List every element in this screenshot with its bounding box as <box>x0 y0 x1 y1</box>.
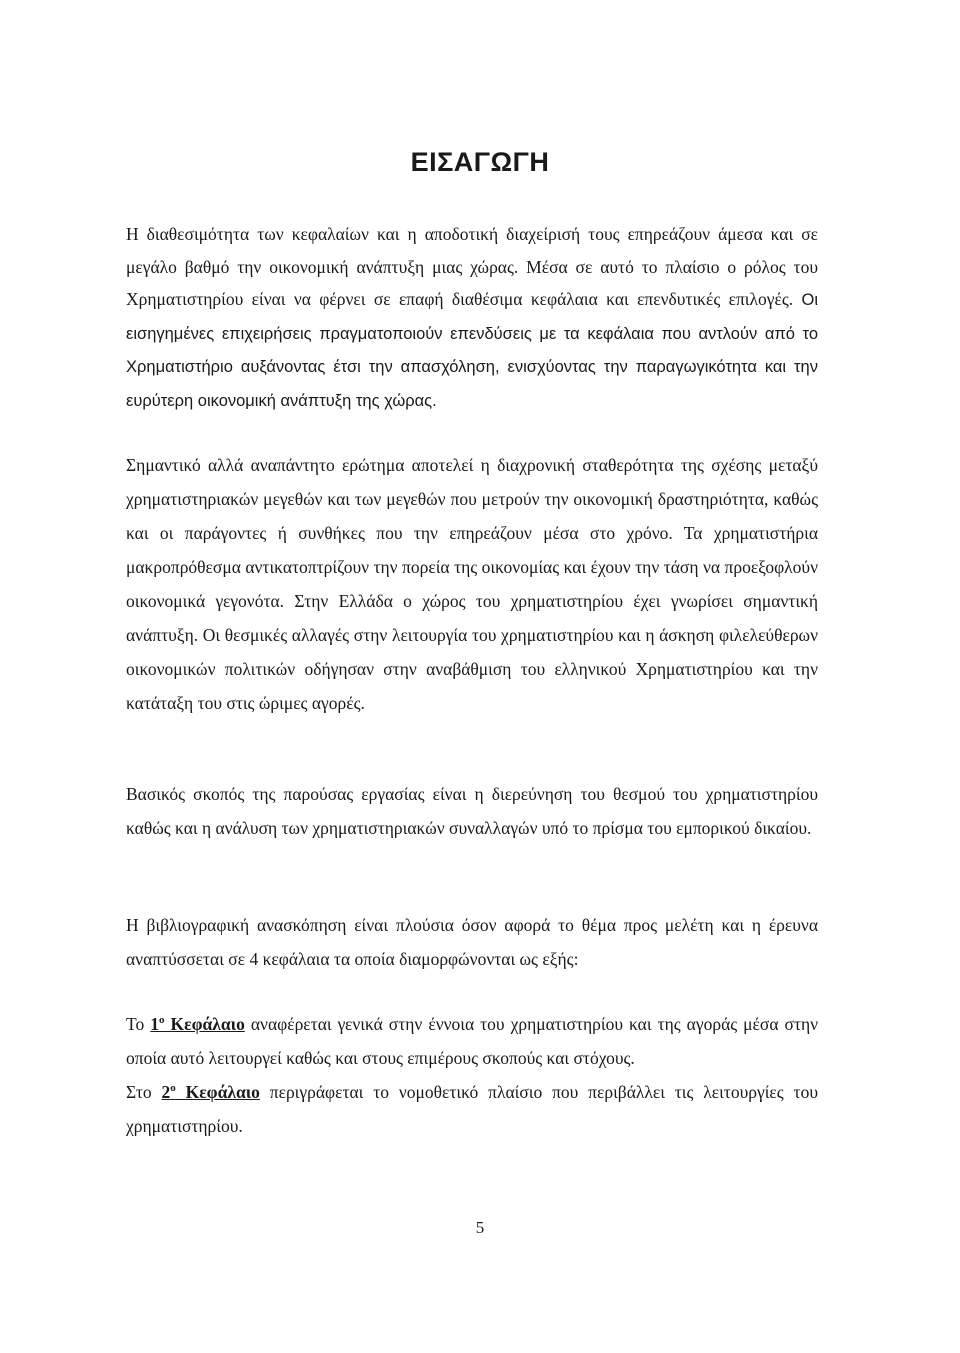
chapter-2-description <box>126 1075 818 1143</box>
intro-paragraph-2: Σημαντικό αλλά αναπάντητο ερώτημα αποτελεί η διαχρονική σταθερότητα της σχέσης μεταξύ χρηματιστηριακών μεγεθών και των μεγεθών που μετρούν την οικονομική δραστηριότητα, καθώς και οι παράγοντες ή συνθήκες που την επηρεάζουν μέσα στο χρόνο. Τα χρηματιστήρια μακροπρόθεσμα αντικατοπτρίζουν την πορεία της οικονομίας και έχουν την τάση να προεξοφλούν οικονομικά γεγονότα. Στην Ελλάδα ο χώρος του χρηματιστηρίου έχει γνωρίσει σημαντική ανάπτυξη. Οι θεσμικές αλλαγές στην λειτουργία του χρηματιστηρίου και η άσκηση φιλελεύθερων οικονομικών πολιτικών οδήγησαν στην αναβάθμιση του ελληνικού Χρηματιστηρίου και την κατάταξη του στις ώριμες αγορές. <box>126 455 818 713</box>
chapter-2-prefix: Στο <box>126 1082 152 1102</box>
chapter-1-prefix: Το <box>126 1014 145 1034</box>
page-title: ΕΙΣΑΓΩΓΗ <box>410 147 550 177</box>
chapter-1-ordinal: ο <box>159 1014 165 1027</box>
chapter-list <box>126 1007 818 1143</box>
purpose-paragraph: Βασικός σκοπός της παρούσας εργασίας είναι η διερεύνηση του θεσμού του χρηματιστηρίου καθώς και η ανάλυση των χρηματιστηριακών συναλλαγών υπό το πρίσμα του εμπορικού δικαίου. <box>126 784 818 838</box>
structure-paragraph: Η βιβλιογραφική ανασκόπηση είναι πλούσια όσον αφορά το θέμα προς μελέτη και η έρευνα αναπτύσσεται σε 4 κεφάλαια τα οποία διαμορφώνονται ως εξής: <box>126 915 818 969</box>
chapter-2-word: Κεφάλαιο <box>185 1082 260 1102</box>
chapter-1-description <box>126 1007 818 1075</box>
chapter-1-text: αναφέρεται γενικά στην έννοια του χρηματιστηρίου και της αγοράς μέσα στην οποία αυτό λειτουργεί καθώς και στους επιμέρους σκοπούς και στόχους. <box>126 1014 819 1068</box>
chapter-2-ordinal: ο <box>170 1082 176 1095</box>
chapter-1-reference <box>150 1014 245 1034</box>
chapter-1-number: 1 <box>150 1014 160 1034</box>
chapter-2-reference <box>162 1082 260 1102</box>
chapter-2-text: περιγράφεται το νομοθετικό πλαίσιο που περιβάλλει τις λειτουργίες του χρηματιστηρίου. <box>126 1082 818 1136</box>
intro-paragraph-1 <box>126 218 818 417</box>
chapter-2-number: 2 <box>161 1082 171 1102</box>
page-number: 5 <box>475 1218 485 1237</box>
intro-paragraph-1-part-a: Η διαθεσιμότητα των κεφαλαίων και η αποδοτική διαχείρισή τους επηρεάζουν άμεσα και σε μεγάλο βαθμό την οικονομική ανάπτυξη μιας χώρας. Μέσα σε αυτό το πλαίσιο ο ρόλος του Χρηματιστηρίου είναι να φέρνει σε επαφή διαθέσιμα κεφάλαια και επενδυτικές επιλογές. <box>126 224 818 309</box>
intro-paragraph-1-part-b: Οι εισηγημένες επιχειρήσεις πραγματοποιούν επενδύσεις με τα κεφάλαια που αντλούν από το Χρηματιστήριο αυξάνοντας έτσι την απασχόληση, ενισχύοντας την παραγωγικότητα και την ευρύτερη οικονομική ανάπτυξη της χώρας. <box>126 291 819 410</box>
chapter-1-word: Κεφάλαιο <box>170 1014 245 1034</box>
